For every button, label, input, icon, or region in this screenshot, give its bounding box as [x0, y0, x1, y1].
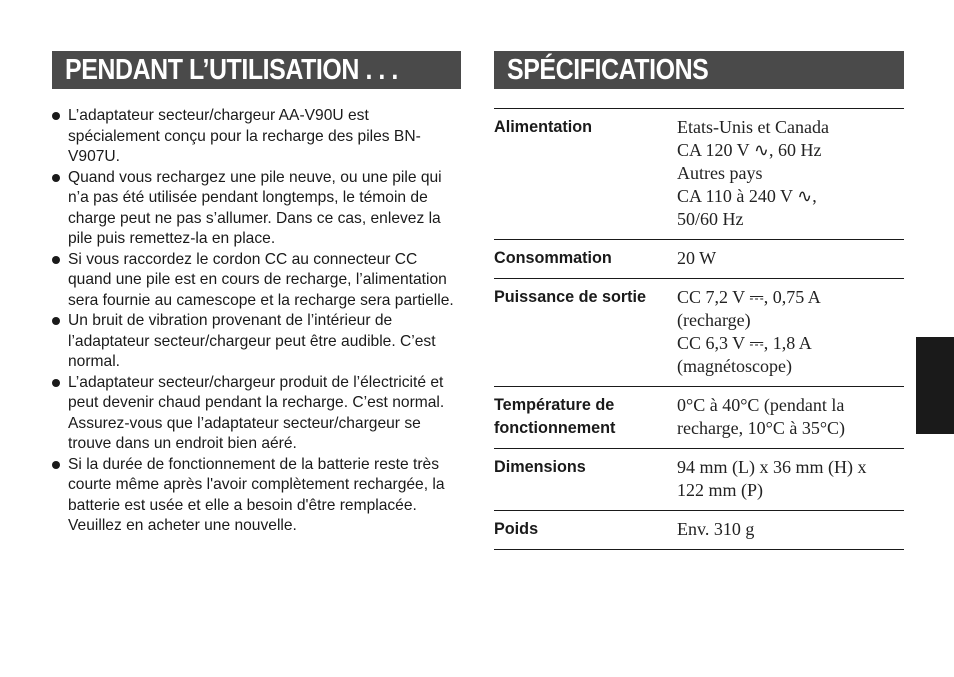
spec-value-line: Etats-Unis et Canada — [677, 117, 829, 137]
spec-value — [677, 240, 904, 279]
spec-value-line: CC 6,3 V ⎓, 1,8 A — [677, 333, 812, 353]
table-row — [494, 240, 904, 279]
list-item — [52, 106, 462, 168]
table-row — [494, 511, 904, 550]
spec-value-line: CC 7,2 V ⎓, 0,75 A — [677, 287, 821, 307]
section-title-specifications-text: SPÉCIFICATIONS — [507, 54, 709, 86]
section-title-specifications — [494, 51, 904, 89]
list-item-text: Si vous raccordez le cordon CC au connecteur CC quand une pile est en cours de recharge, l’alimentation sera fournie au camescope et la recharge sera partielle. — [68, 250, 454, 309]
spec-value — [677, 109, 904, 240]
table-row — [494, 387, 904, 449]
spec-value-line: CA 120 V ∿, 60 Hz — [677, 140, 822, 160]
section-title-usage-text: PENDANT L’UTILISATION . . . — [65, 54, 398, 86]
spec-label: Alimentation — [494, 118, 593, 136]
spec-value-line: Env. 310 g — [677, 519, 755, 539]
bullet-icon — [52, 379, 60, 387]
spec-value — [677, 279, 904, 387]
list-item — [52, 455, 462, 537]
list-item-text: Si la durée de fonctionnement de la batterie reste très courte même après l'avoir complètement rechargée, la batterie est usée et elle a besoin d'être remplacée. Veuillez en acheter une nouvelle. — [68, 455, 445, 534]
spec-value-line: 0°C à 40°C (pendant la — [677, 395, 845, 415]
list-item — [52, 168, 462, 250]
spec-label: Consommation — [494, 249, 612, 267]
spec-label: Puissance de sortie — [494, 288, 647, 306]
table-row — [494, 109, 904, 240]
table-row — [494, 449, 904, 511]
chapter-tab-marker — [916, 337, 954, 434]
usage-notes-list — [52, 106, 462, 537]
spec-value — [677, 511, 904, 550]
bullet-icon — [52, 317, 60, 325]
bullet-icon — [52, 256, 60, 264]
spec-value-line: 94 mm (L) x 36 mm (H) x — [677, 457, 867, 477]
list-item-text: L’adaptateur secteur/chargeur produit de l’électricité et peut devenir chaud pendant la recharge. C’est normal. Assurez-vous que l’adaptateur secteur/chargeur se trouve dans un endroit bien aéré. — [68, 373, 445, 452]
list-item — [52, 373, 462, 455]
spec-value — [677, 449, 904, 511]
spec-value — [677, 387, 904, 449]
spec-value-line: recharge, 10°C à 35°C) — [677, 418, 846, 438]
spec-value-line: 122 mm (P) — [677, 480, 764, 500]
spec-value-line: 20 W — [677, 248, 717, 268]
list-item — [52, 311, 462, 373]
spec-value-line: CA 110 à 240 V ∿, — [677, 186, 817, 206]
list-item-text: Un bruit de vibration provenant de l’intérieur de l’adaptateur secteur/chargeur peut être audible. C’est normal. — [68, 312, 436, 370]
spec-value-line: 50/60 Hz — [677, 209, 744, 229]
bullet-icon — [52, 461, 60, 469]
list-item — [52, 250, 462, 312]
spec-value-line: (magnétoscope) — [677, 356, 792, 376]
bullet-icon — [52, 112, 60, 120]
table-row — [494, 279, 904, 387]
list-item-text: L’adaptateur secteur/chargeur AA-V90U est spécialement conçu pour la recharge des piles BN-V907U. — [68, 107, 421, 165]
section-title-usage — [52, 51, 461, 89]
specifications-table — [494, 108, 904, 550]
spec-label: Poids — [494, 520, 539, 538]
spec-label: Température de fonctionnement — [494, 396, 616, 437]
list-item-text: Quand vous rechargez une pile neuve, ou une pile qui n’a pas été utilisée pendant longtemps, le témoin de charge peut ne pas s’allumer. Dans ce cas, enlevez la pile puis remettez-la en place. — [68, 168, 442, 247]
spec-value-line: (recharge) — [677, 310, 751, 330]
spec-label: Dimensions — [494, 458, 586, 476]
spec-value-line: Autres pays — [677, 163, 763, 183]
bullet-icon — [52, 174, 60, 182]
